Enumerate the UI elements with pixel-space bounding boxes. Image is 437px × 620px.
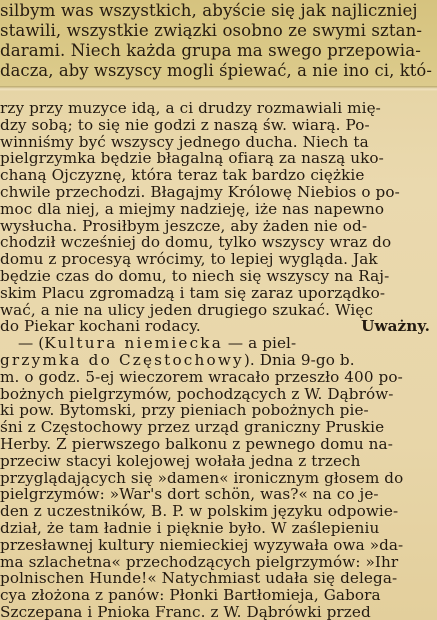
text-line: chodził wcześniej do domu, tylko wszyscy wraz do — [0, 234, 392, 252]
text-line: dzy sobą; to się nie godzi z naszą św. wiarą. Po- — [0, 116, 370, 134]
text-line: ma szlachetna« przechodzących pielgrzymów: »Ihr — [0, 553, 399, 571]
text-line: wysłucha. Prosiłbym jeszcze, aby żaden nie od- — [0, 217, 368, 235]
text-line: m. o godz. 5-ej wieczorem wracało przeszło 400 po- — [0, 368, 403, 386]
text-line: przesławnej kultury niemieckiej wyzywała owa »da- — [0, 536, 404, 554]
text-line: silbym was wszystkich, abyście się jak najliczniej — [0, 1, 418, 20]
text-line: cya złożona z panów: Płonki Bartłomieja, Gabora — [0, 587, 381, 605]
text-line: dacza, aby wszyscy mogli śpiewać, a nie ino ci, któ- — [0, 61, 433, 80]
dash: — ( — [18, 335, 45, 353]
article-heading-line — [0, 335, 437, 352]
text-line: chwile przechodzi. Błagajmy Królowę Niebios o po- — [0, 184, 400, 201]
text-line: Szczepana i Pnioka Franc. z W. Dąbrówki przed — [0, 604, 371, 620]
text-line: darami. Niech każda grupa ma swego przepowia- — [0, 41, 421, 60]
previous-article-fragment — [0, 0, 437, 86]
text-line: dział, że tam ładnie i pięknie było. W zaślepieniu — [0, 520, 380, 537]
text-line: przyglądających się »damen« ironicznym głosem do — [0, 469, 404, 487]
text-line: moc dla niej, a miejmy nadzieję, iże nas napewno — [0, 200, 385, 218]
text-line: śni z Częstochowy przez urząd graniczny Pruskie — [0, 419, 385, 437]
text-line: ki pow. Bytomski, przy pieniach pobożnych pie- — [0, 402, 369, 420]
text-line: Herby. Z pierwszego balkonu z pewnego domu na- — [0, 436, 393, 453]
article-title-part: Kultura niemiecka — [44, 335, 223, 353]
text-fragment: — a piel- — [222, 335, 297, 353]
text-line: stawili, wszystkie związki osobno ze swymi sztan- — [0, 21, 423, 40]
text-line: bożnych pielgrzymów, pochodzących z W. Dąbrów- — [0, 385, 394, 403]
article-signature: Uważny. — [361, 318, 430, 336]
text-fragment: ). Dnia 9-go b. — [243, 352, 355, 369]
text-line: chaną Ojczyznę, która teraz tak bardzo ciężkie — [0, 167, 365, 185]
article-heading-line — [0, 352, 437, 369]
text-line: wać, a nie na ulicy jeden drugiego szukać. Więc — [0, 301, 374, 319]
page-fold — [0, 86, 437, 91]
text-line: przeciw stacyi kolejowej wołała jedna z trzech — [0, 452, 361, 470]
text-line: do Piekar kochani rodacy. — [0, 318, 201, 336]
text-line: będzie czas do domu, to niech się wszyscy na Raj- — [0, 268, 390, 285]
text-line: pielgrzymów: »War's dort schön, was?« na co je- — [0, 486, 379, 504]
text-line: skim Placu zgromadzą i tam się zaraz uporządko- — [0, 284, 386, 302]
text-line: rzy przy muzyce idą, a ci drudzy rozmawiali mię- — [0, 100, 381, 117]
text-line: polnischen Hunde!« Natychmiast udała się delega- — [0, 570, 398, 588]
text-line: winniśmy być wszyscy jednego ducha. Niech ta — [0, 133, 369, 151]
text-line: domu z procesyą wrócimy, to lepiej wygląda. Jak — [0, 251, 378, 269]
article-title-part: grzymka do Częstochowy — [0, 352, 244, 369]
text-line: pielgrzymka będzie błagalną ofiarą za naszą uko- — [0, 150, 384, 168]
text-line: den z uczestników, B. P. w polskim języku odpowie- — [0, 503, 399, 521]
